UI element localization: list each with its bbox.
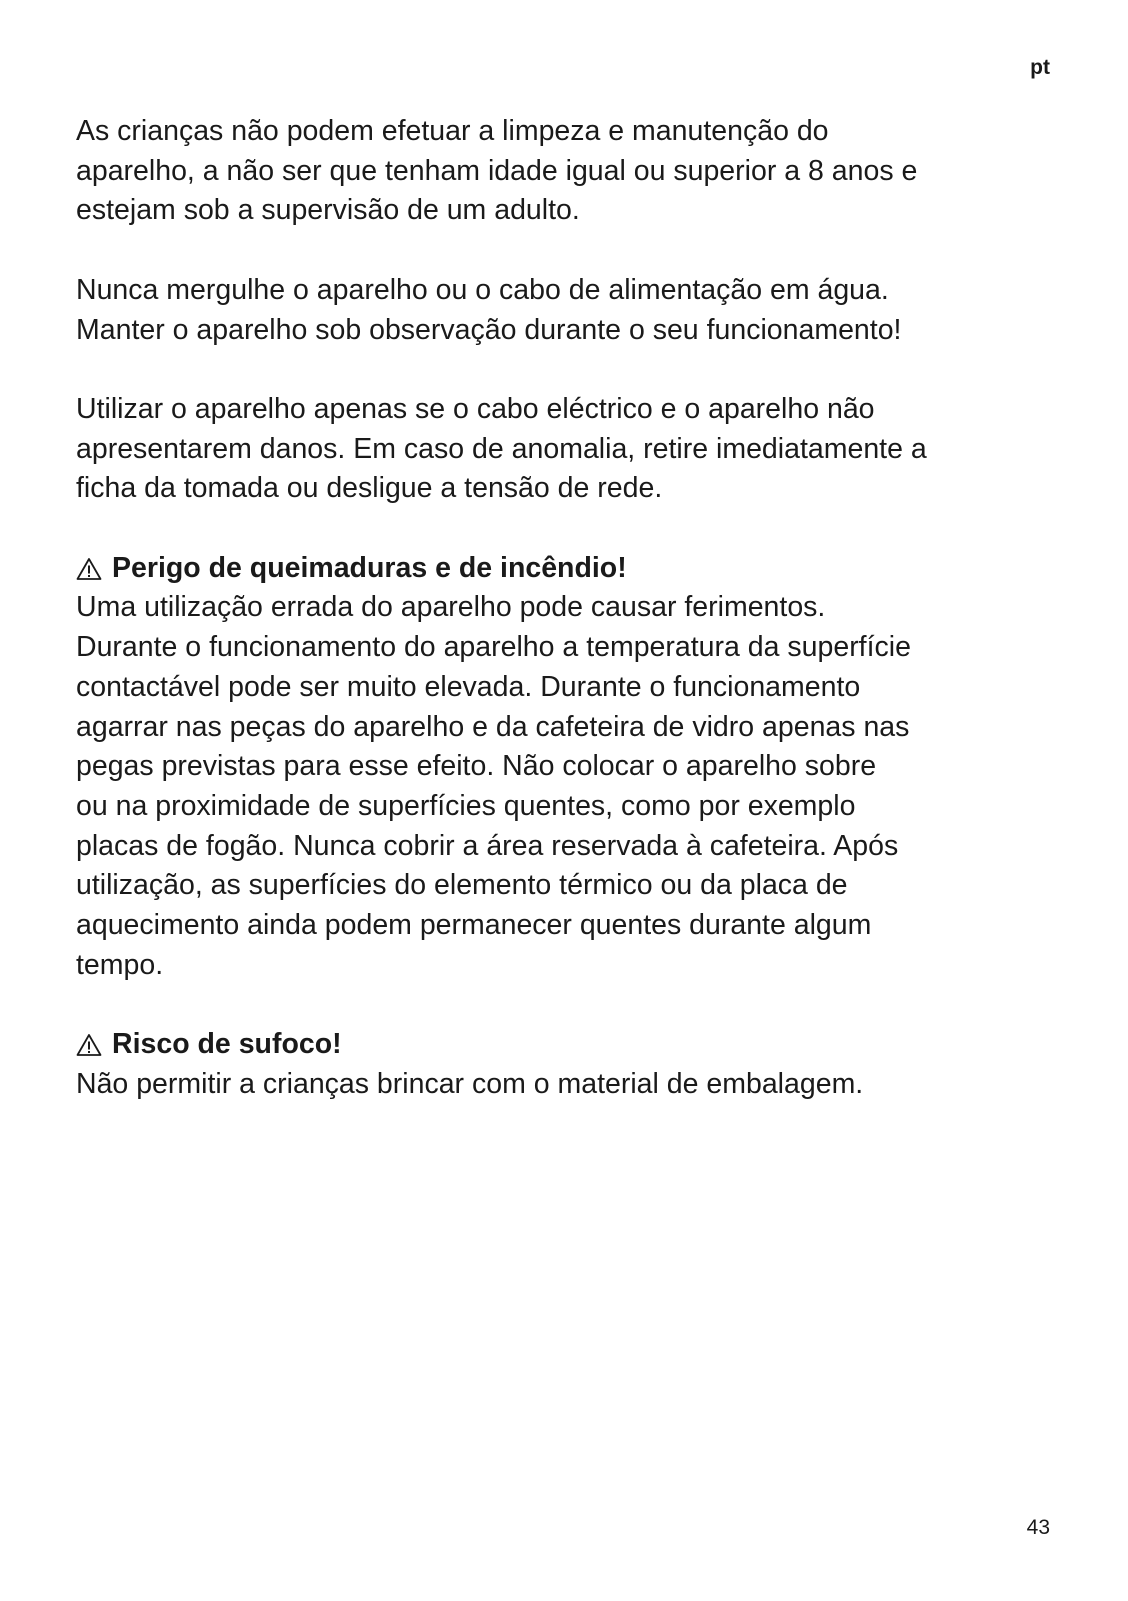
- warning-triangle-icon: [76, 1033, 102, 1057]
- text-line: Nunca mergulhe o aparelho ou o cabo de alimentação em água.: [76, 273, 889, 306]
- text-line: As crianças não podem efetuar a limpeza e manutenção do: [76, 115, 829, 147]
- text-line: contactável pode ser muito elevada. Durante o funcionamento: [76, 670, 861, 703]
- warning-triangle-icon: [76, 557, 102, 581]
- warning-heading: [76, 549, 1066, 589]
- warning-suffocation: [76, 1025, 1066, 1104]
- text-line: ficha da tomada ou desligue a tensão de rede.: [76, 472, 663, 505]
- text-line: Durante o funcionamento do aparelho a temperatura da superfície: [76, 631, 911, 664]
- text-line: aparelho, a não ser que tenham idade igual ou superior a 8 anos e: [76, 154, 918, 187]
- text-line: aquecimento ainda podem permanecer quentes durante algum: [76, 909, 872, 942]
- text-line: pegas previstas para esse efeito. Não colocar o aparelho sobre: [76, 750, 877, 783]
- document-body: [76, 112, 1066, 1144]
- text-line: estejam sob a supervisão de um adulto.: [76, 194, 580, 227]
- warning-heading: [76, 1025, 1066, 1065]
- text-line: Utilizar o aparelho apenas se o cabo eléctrico e o aparelho não: [76, 392, 875, 425]
- paragraph-water-immersion: [76, 271, 1066, 350]
- text-line: agarrar nas peças do aparelho e da cafeteira de vidro apenas nas: [76, 710, 910, 743]
- warning-burns-fire: [76, 549, 1066, 986]
- text-line: tempo.: [76, 948, 164, 981]
- paragraph-cable-damage: [76, 390, 1066, 509]
- warning-title: Perigo de queimaduras e de incêndio!: [112, 551, 627, 584]
- warning-title: Risco de sufoco!: [112, 1028, 342, 1061]
- paragraph-children-cleaning: [76, 112, 1066, 231]
- text-line: placas de fogão. Nunca cobrir a área reservada à cafeteira. Após: [76, 829, 899, 862]
- text-line: Manter o aparelho sob observação durante o seu funcionamento!: [76, 313, 902, 346]
- text-line: utilização, as superfícies do elemento térmico ou da placa de: [76, 869, 848, 902]
- text-line: ou na proximidade de superfícies quentes, como por exemplo: [76, 789, 856, 822]
- text-line: Não permitir a crianças brincar com o material de embalagem.: [76, 1067, 864, 1100]
- page-number: 43: [1026, 1516, 1050, 1539]
- language-code: pt: [1030, 56, 1050, 79]
- text-line: Uma utilização errada do aparelho pode causar ferimentos.: [76, 591, 826, 624]
- text-line: apresentarem danos. Em caso de anomalia, retire imediatamente a: [76, 432, 927, 465]
